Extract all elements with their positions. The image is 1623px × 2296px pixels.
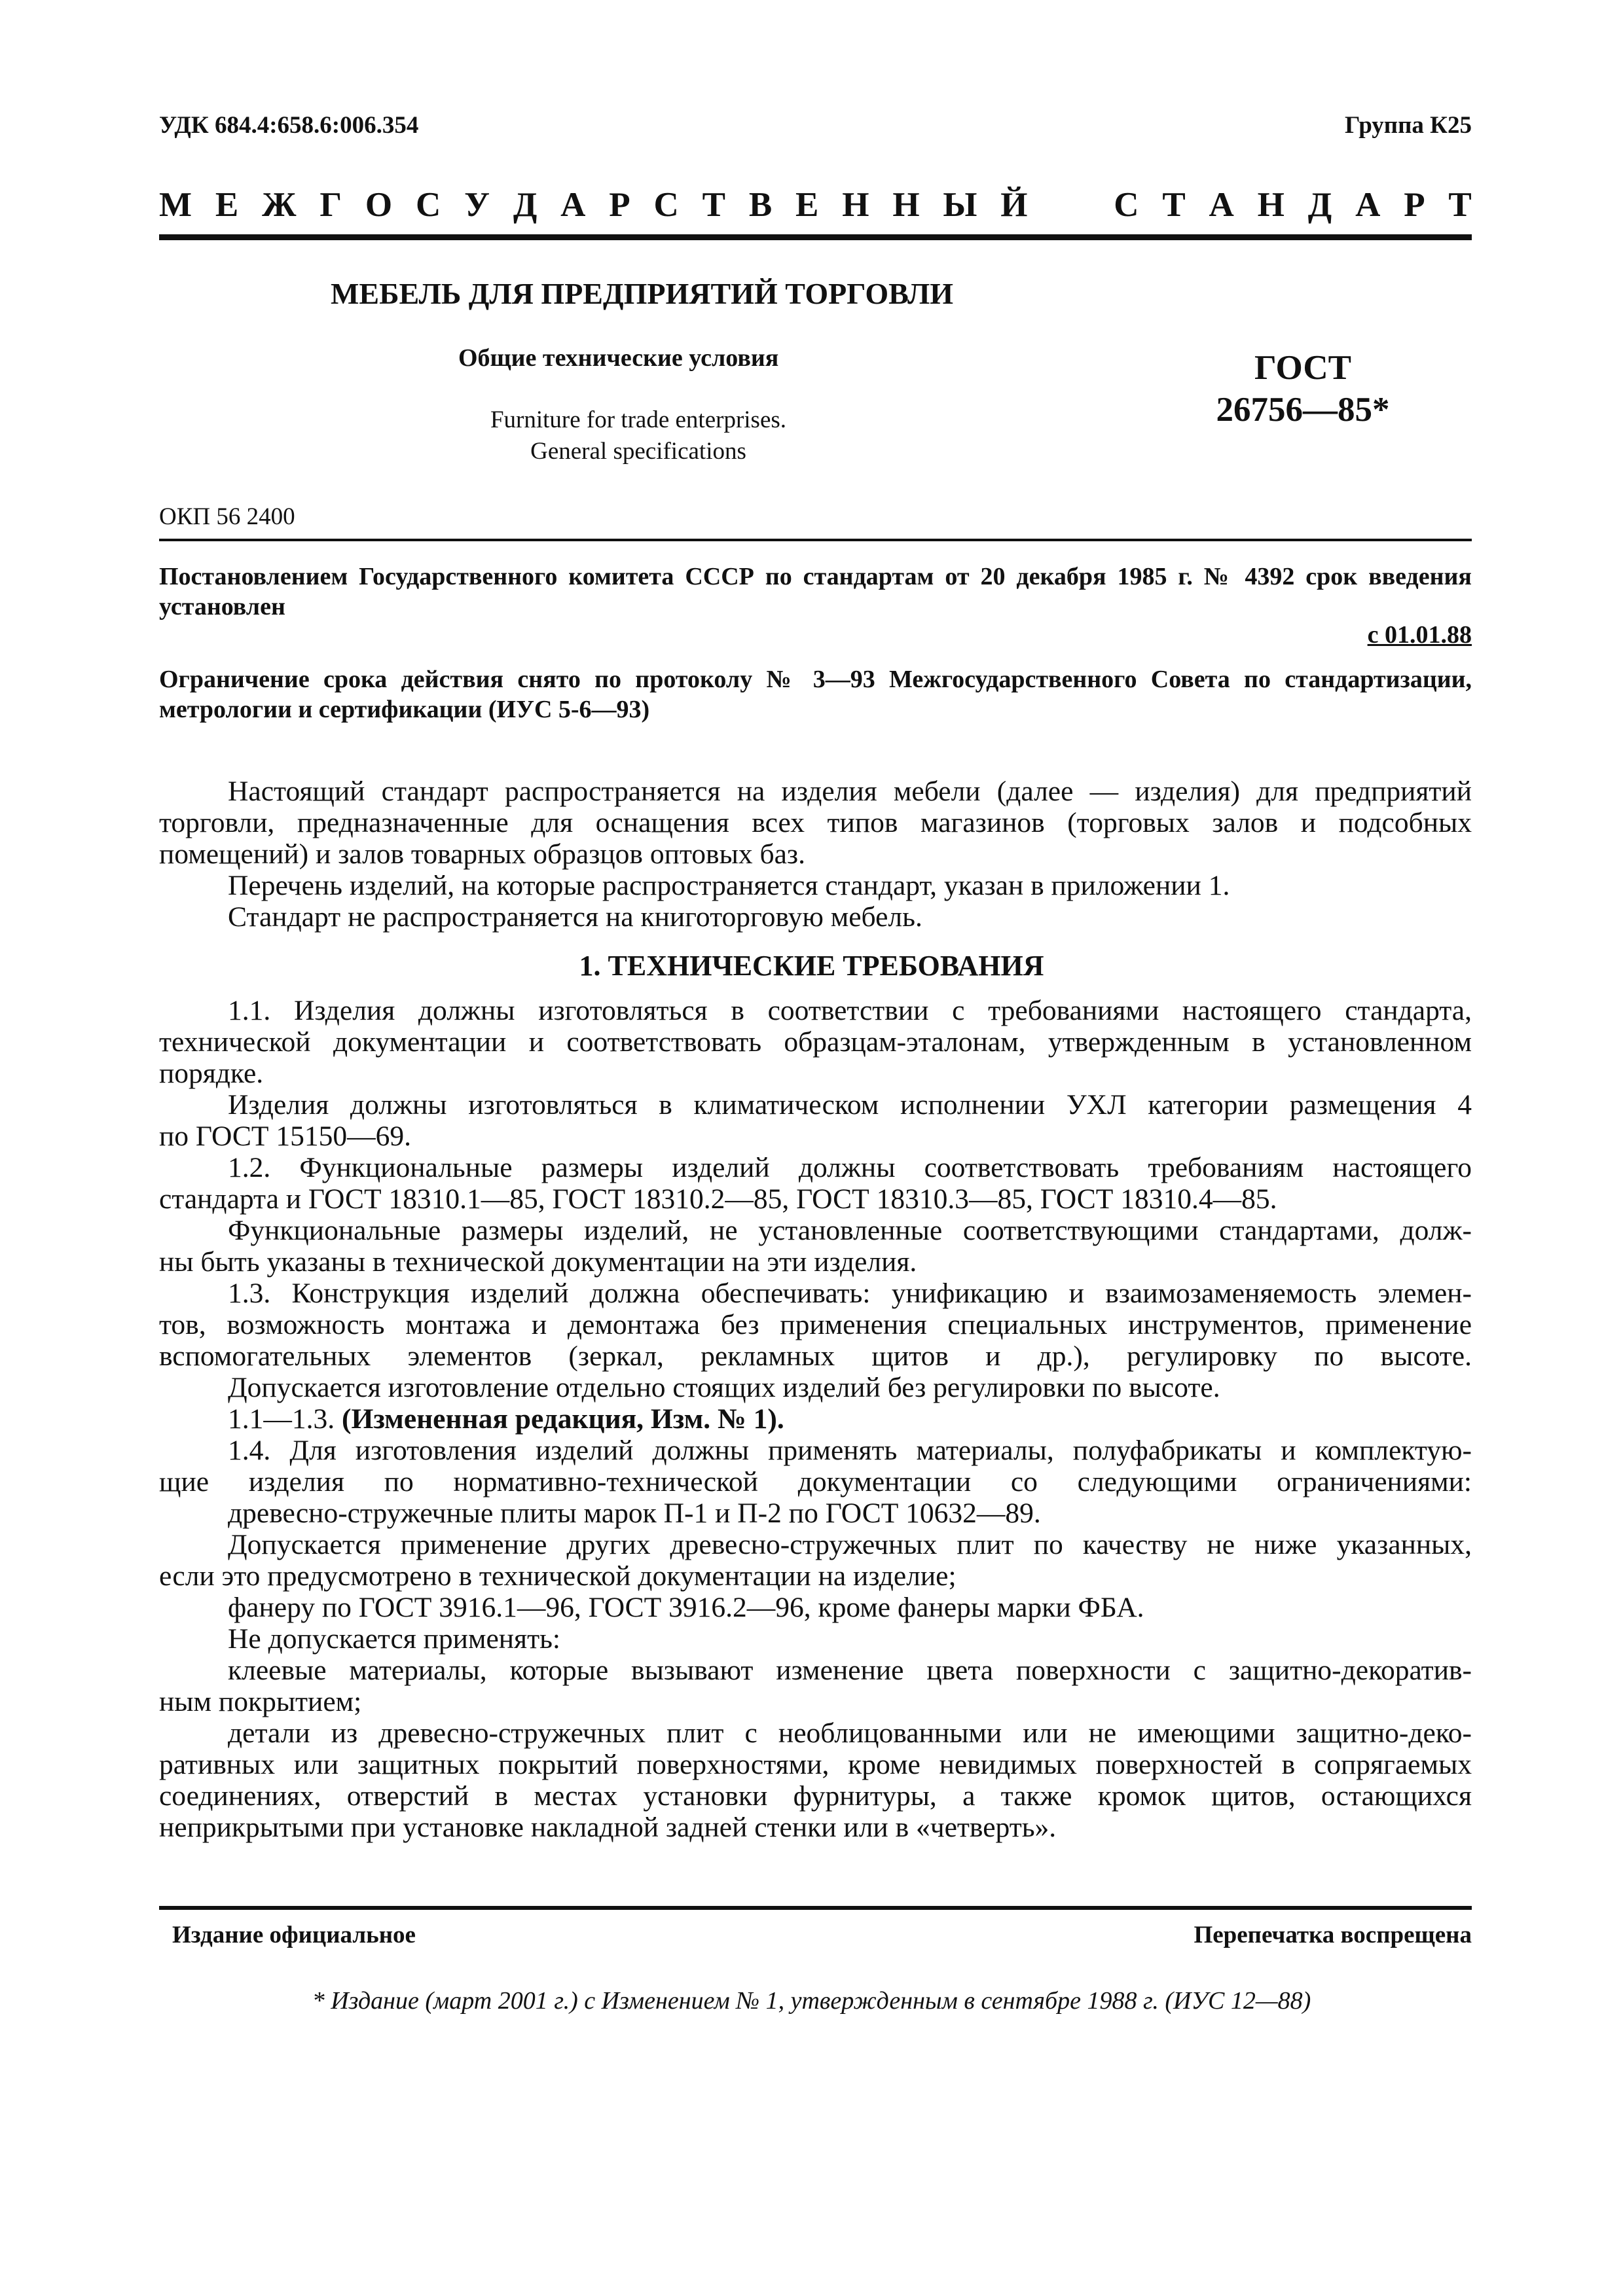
- group-code: Группа К25: [1344, 112, 1472, 139]
- banner-letter: А: [1209, 186, 1234, 224]
- body-line: ны быть указаны в технической документации на эти изделия.: [159, 1246, 917, 1278]
- body-line: Допускается изготовление отдельно стоящих изделий без регулировки по высоте.: [228, 1372, 1220, 1403]
- body-line: фанеру по ГОСТ 3916.1—96, ГОСТ 3916.2—96, кроме фанеры марки ФБА.: [228, 1592, 1144, 1623]
- body-line: по ГОСТ 15150—69.: [159, 1121, 412, 1152]
- okp-code: ОКП 56 2400: [159, 503, 295, 530]
- decree-line: Постановлением Государственного комитета СССР по стандартам от 20 декабря 1985 г. № 4392 срок введения: [159, 563, 1472, 590]
- banner-letter: О: [365, 186, 393, 224]
- interstate-standard-banner: [159, 185, 1472, 224]
- banner-letter: С: [653, 186, 679, 224]
- banner-letter: Г: [319, 186, 342, 224]
- banner-rule: [159, 234, 1472, 240]
- banner-letter: А: [560, 186, 586, 224]
- banner-letter: Д: [513, 186, 538, 224]
- banner-letter: Н: [892, 186, 920, 224]
- body-line: Не допускается применять:: [228, 1623, 561, 1655]
- udc-code: УДК 684.4:658.6:006.354: [159, 112, 419, 139]
- banner-letter: Ы: [943, 186, 977, 224]
- banner-letter: Е: [215, 186, 239, 224]
- gost-number: [1172, 347, 1434, 431]
- banner-letter: У: [464, 186, 490, 224]
- gost-label: ГОСТ: [1254, 349, 1351, 387]
- body-line: порядке.: [159, 1058, 264, 1089]
- body-line: Функциональные размеры изделий, не установленные соответствующими стандартами, долж-: [228, 1215, 1472, 1246]
- decree-line: установлен: [159, 593, 285, 620]
- body-line: технической документации и соответствовать образцам-эталонам, утвержденным в установленном: [159, 1026, 1472, 1058]
- body-line: соединениях, отверстий в местах установки фурнитуры, а также кромок щитов, остающихся: [159, 1780, 1472, 1812]
- banner-letter: Р: [609, 186, 630, 224]
- body-line: древесно-стружечные плиты марок П-1 и П-2 по ГОСТ 10632—89.: [228, 1498, 1041, 1529]
- banner-letter: Т: [1162, 186, 1186, 224]
- intro-line: Стандарт не распространяется на книготорговую мебель.: [228, 901, 922, 933]
- title-rule: [159, 539, 1472, 541]
- banner-letter: С: [415, 186, 441, 224]
- banner-gap: [1051, 185, 1090, 224]
- amendment-note: [159, 1403, 1472, 1435]
- intro-line: помещений) и залов товарных образцов оптовых баз.: [159, 838, 805, 870]
- banner-letter: Й: [1000, 186, 1028, 224]
- banner-letter: С: [1114, 186, 1139, 224]
- english-title-line: Furniture for trade enterprises.: [490, 406, 787, 433]
- banner-letter: А: [1355, 186, 1381, 224]
- official-edition: Издание официальное: [172, 1922, 416, 1948]
- body-line: детали из древесно-стружечных плит с необлицованными или не имеющими защитно-деко-: [228, 1717, 1472, 1749]
- body-line: вспомогательных элементов (зеркал, рекламных щитов и др.), регулировку по высоте.: [159, 1340, 1472, 1372]
- effective-date: с 01.01.88: [1367, 621, 1472, 649]
- english-title-line: General specifications: [530, 438, 746, 465]
- banner-letter: Е: [795, 186, 819, 224]
- banner-letter: М: [159, 186, 192, 224]
- body-line: тов, возможность монтажа и демонтажа без применения специальных инструментов, применение: [159, 1309, 1472, 1340]
- body-line: стандарта и ГОСТ 18310.1—85, ГОСТ 18310.2—85, ГОСТ 18310.3—85, ГОСТ 18310.4—85.: [159, 1183, 1277, 1215]
- amendment-ref: 1.1—1.3.: [228, 1403, 335, 1435]
- limit-note-line: Ограничение срока действия снято по протоколу № 3—93 Межгосударственного Совета по стандартизации,: [159, 666, 1472, 693]
- banner-letter: Т: [1448, 186, 1472, 224]
- english-title: [275, 404, 1002, 467]
- document-title: МЕБЕЛЬ ДЛЯ ПРЕДПРИЯТИЙ ТОРГОВЛИ: [331, 277, 954, 310]
- document-subtitle: Общие технические условия: [458, 344, 779, 372]
- body-line: щие изделия по нормативно-технической документации со следующими ограничениями:: [159, 1466, 1472, 1498]
- intro-line: Перечень изделий, на которые распространяется стандарт, указан в приложении 1.: [228, 870, 1230, 901]
- edition-footnote: * Издание (март 2001 г.) с Изменением № 1, утвержденным в сентябре 1988 г. (ИУС 12—88): [312, 1987, 1311, 2015]
- banner-letter: Ж: [262, 186, 297, 224]
- body-line: 1.2. Функциональные размеры изделий должны соответствовать требованиям настоящего: [228, 1152, 1472, 1183]
- body-line: клеевые материалы, которые вызывают изменение цвета поверхности с защитно-декоратив-: [228, 1655, 1472, 1686]
- body-line: Изделия должны изготовляться в климатическом исполнении УХЛ категории размещения 4: [228, 1089, 1472, 1121]
- gost-code: 26756—85*: [1216, 391, 1390, 429]
- banner-letter: Н: [1257, 186, 1285, 224]
- banner-letter: Т: [702, 186, 725, 224]
- banner-letter: Д: [1307, 186, 1332, 224]
- body-line: 1.1. Изделия должны изготовляться в соответствии с требованиями настоящего стандарта,: [228, 995, 1472, 1026]
- body-line: 1.4. Для изготовления изделий должны применять материалы, полуфабрикаты и комплектую-: [228, 1435, 1472, 1466]
- body-line: неприкрытыми при установке накладной задней стенки или в «четверть».: [159, 1812, 1057, 1843]
- banner-letter: В: [748, 186, 773, 224]
- body-line: ным покрытием;: [159, 1686, 362, 1717]
- section-heading: 1. ТЕХНИЧЕСКИЕ ТРЕБОВАНИЯ: [579, 950, 1044, 982]
- banner-letter: Н: [842, 186, 869, 224]
- reprint-prohibited: Перепечатка воспрещена: [1194, 1922, 1472, 1948]
- footer-rule: [159, 1906, 1472, 1910]
- body-line: ративных или защитных покрытий поверхностями, кроме невидимых поверхностей в сопрягаемых: [159, 1749, 1472, 1780]
- amendment-text: (Измененная редакция, Изм. № 1).: [342, 1403, 784, 1435]
- body-line: Допускается применение других древесно-стружечных плит по качеству не ниже указанных,: [228, 1529, 1472, 1560]
- body-line: 1.3. Конструкция изделий должна обеспечивать: унификацию и взаимозаменяемость элемен-: [228, 1278, 1472, 1309]
- intro-line: Настоящий стандарт распространяется на изделия мебели (далее — изделия) для предприятий: [228, 776, 1472, 807]
- body-line: если это предусмотрено в технической документации на изделие;: [159, 1560, 957, 1592]
- banner-letter: Р: [1404, 186, 1425, 224]
- intro-line: торговли, предназначенные для оснащения всех типов магазинов (торговых залов и подсобных: [159, 807, 1472, 838]
- limit-note-line: метрологии и сертификации (ИУС 5-6—93): [159, 696, 650, 723]
